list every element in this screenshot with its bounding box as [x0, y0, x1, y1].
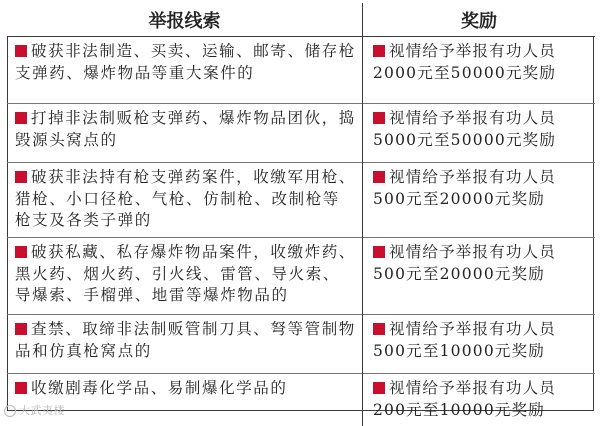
clue-text: 破获非法持有枪支弹药案件，收缴军用枪、猎枪、小口径枪、气枪、仿制枪、改制枪等枪支及各类子弹的 — [15, 168, 356, 229]
clue-cell — [7, 315, 363, 374]
red-square-bullet-icon — [15, 382, 27, 394]
red-square-bullet-icon — [373, 382, 385, 394]
reward-cell — [363, 315, 596, 374]
reward-table — [7, 3, 595, 426]
red-square-bullet-icon — [373, 246, 385, 258]
reward-text-line1: 视情给予举报有功人员 — [389, 379, 556, 397]
table-row — [7, 163, 595, 238]
clue-text: 打掉非法制贩枪支弹药、爆炸物品团伙，捣毁源头窝点的 — [15, 109, 356, 149]
reward-cell — [363, 238, 596, 315]
red-square-bullet-icon — [373, 112, 385, 124]
red-square-bullet-icon — [373, 45, 385, 57]
reward-cell — [363, 374, 596, 426]
red-square-bullet-icon — [15, 45, 27, 57]
reward-cell — [363, 163, 596, 238]
table-row — [7, 238, 595, 315]
reward-text-line2: 200元至10000元奖励 — [373, 401, 545, 419]
clue-cell — [7, 238, 363, 315]
red-square-bullet-icon — [15, 112, 27, 124]
red-square-bullet-icon — [15, 171, 27, 183]
reward-text-line1: 视情给予举报有功人员 — [389, 168, 556, 186]
clue-text: 破获私藏、私存爆炸物品案件，收缴炸药、黑火药、烟火药、引火线、雷管、导火索、导爆索、手榴弹、地雷等爆炸物品的 — [15, 243, 356, 304]
header-clue: 举报线索 — [7, 3, 363, 37]
red-square-bullet-icon — [373, 323, 385, 335]
header-reward: 奖励 — [363, 3, 596, 37]
reward-text-line2: 500元至20000元奖励 — [373, 265, 545, 283]
watermark — [4, 402, 65, 418]
reward-text-line1: 视情给予举报有功人员 — [389, 243, 556, 261]
table-row — [7, 374, 595, 426]
circle-logo-icon — [4, 405, 16, 417]
red-square-bullet-icon — [373, 171, 385, 183]
red-square-bullet-icon — [15, 323, 27, 335]
reward-text-line2: 500元至10000元奖励 — [373, 342, 545, 360]
clue-text: 查禁、取缔非法制贩管制刀具、弩等管制物品和仿真枪窝点的 — [15, 320, 356, 360]
reward-text-line1: 视情给予举报有功人员 — [389, 42, 556, 60]
reward-text-line1: 视情给予举报有功人员 — [389, 109, 556, 127]
table-row — [7, 315, 595, 374]
clue-cell — [7, 104, 363, 163]
reward-text-line2: 500元至20000元奖励 — [373, 190, 545, 208]
clue-text: 破获非法制造、买卖、运输、邮寄、储存枪支弹药、爆炸物品等重大案件的 — [15, 42, 356, 82]
reward-cell — [363, 104, 596, 163]
reward-text-line2: 2000元至50000元奖励 — [373, 64, 556, 82]
table-row — [7, 104, 595, 163]
header-row — [7, 3, 595, 37]
clue-cell — [7, 374, 363, 426]
reward-text-line2: 5000元至50000元奖励 — [373, 131, 556, 149]
reward-text-line1: 视情给予举报有功人员 — [389, 320, 556, 338]
clue-cell — [7, 163, 363, 238]
red-square-bullet-icon — [15, 246, 27, 258]
watermark-text: 大武夷楼 — [19, 404, 65, 417]
table-row — [7, 37, 595, 104]
clue-text: 收缴剧毒化学品、易制爆化学品的 — [31, 379, 288, 397]
clue-cell — [7, 37, 363, 104]
reward-cell — [363, 37, 596, 104]
